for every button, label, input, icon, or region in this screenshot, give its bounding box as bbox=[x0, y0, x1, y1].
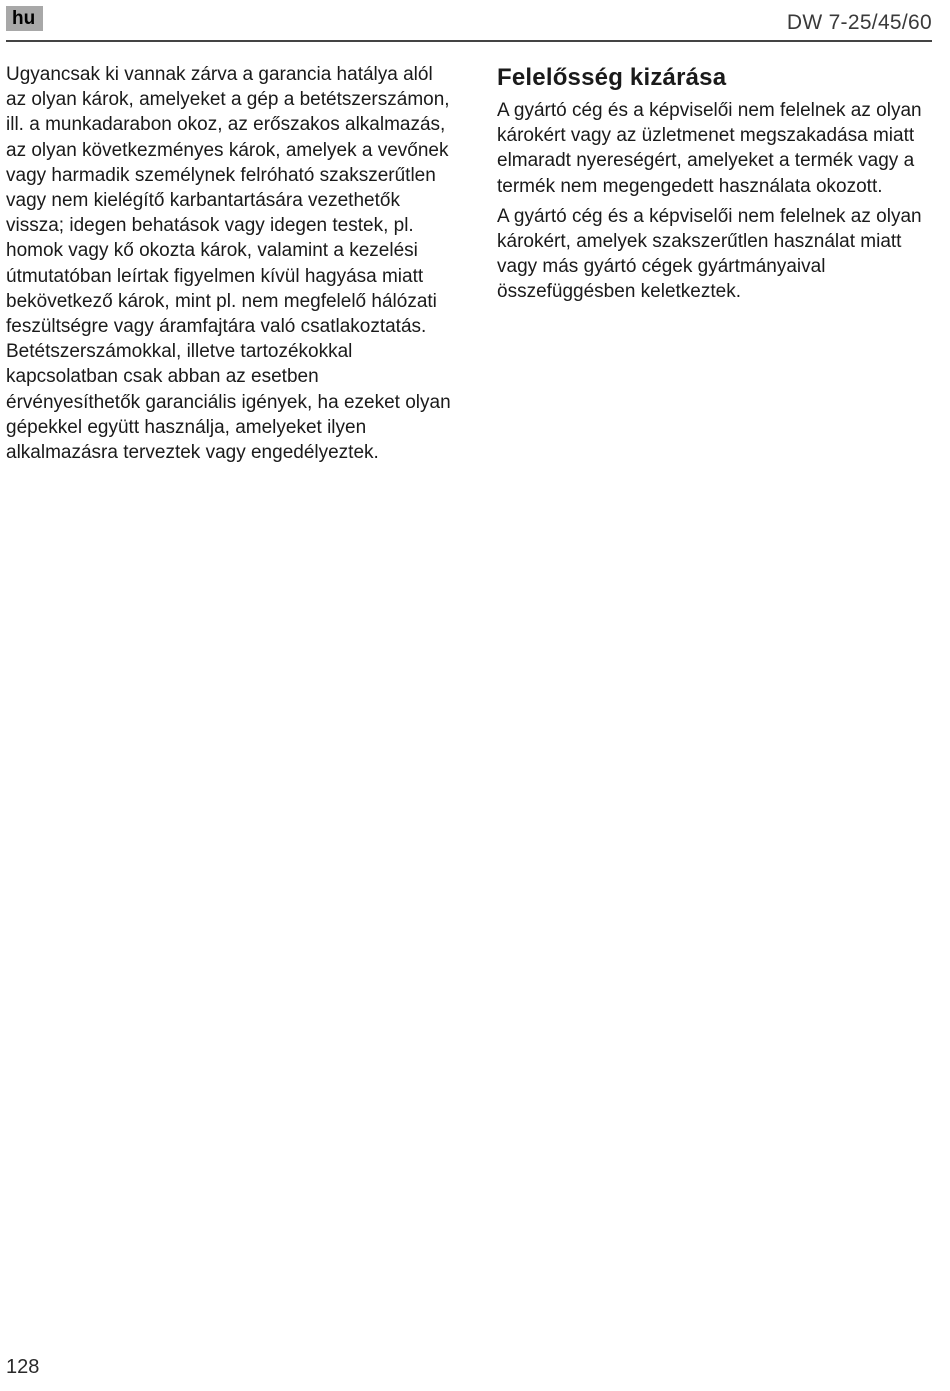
left-column bbox=[6, 62, 456, 465]
document-code: DW 7-25/45/60 bbox=[786, 11, 932, 34]
liability-paragraph-1: A gyártó cég és a képviselői nem felelnek az olyan károkért vagy az üzletmenet megszakadása miatt elmaradt nyereségért, amelyeket a termék vagy a termék nem megengedett használata okozott. bbox=[497, 100, 922, 197]
warranty-exclusion-paragraph: Ugyancsak ki vannak zárva a garancia hatálya alól az olyan károk, amelyeket a gép a betétszerszámon, ill. a munkadarabon okoz, az erőszakos alkalmazás, az olyan következményes károk, amelyek a vevőnek vagy harmadik személynek felróható szakszerűtlen vagy nem kielégítő karbantartására vezethetők vissza; idegen behatások vagy idegen testek, pl. homok vagy kő okozta károk, valamint a kezelési útmutatóban leírtak figyelmen kívül hagyása miatt bekövetkező károk, mint pl. nem megfelelő hálózati feszültségre vagy áramfajtára való csatlakoztatás. Betétszerszámokkal, illetve tartozékokkal kapcsolatban csak abban az esetben érvényesíthetők garanciális igények, ha ezeket olyan gépekkel együtt használja, amelyeket ilyen alkalmazásra terveztek vagy engedélyeztek. bbox=[6, 64, 451, 464]
language-badge: hu bbox=[6, 6, 43, 31]
header-divider bbox=[6, 40, 932, 42]
right-column bbox=[497, 62, 937, 305]
section-heading: Felelősség kizárása bbox=[497, 64, 727, 91]
liability-paragraph-2: A gyártó cég és a képviselői nem felelnek az olyan károkért, amelyek szakszerűtlen használat miatt vagy más gyártó cégek gyártmányaival összefüggésben keletkeztek. bbox=[497, 205, 922, 303]
page-number: 128 bbox=[6, 1356, 40, 1378]
